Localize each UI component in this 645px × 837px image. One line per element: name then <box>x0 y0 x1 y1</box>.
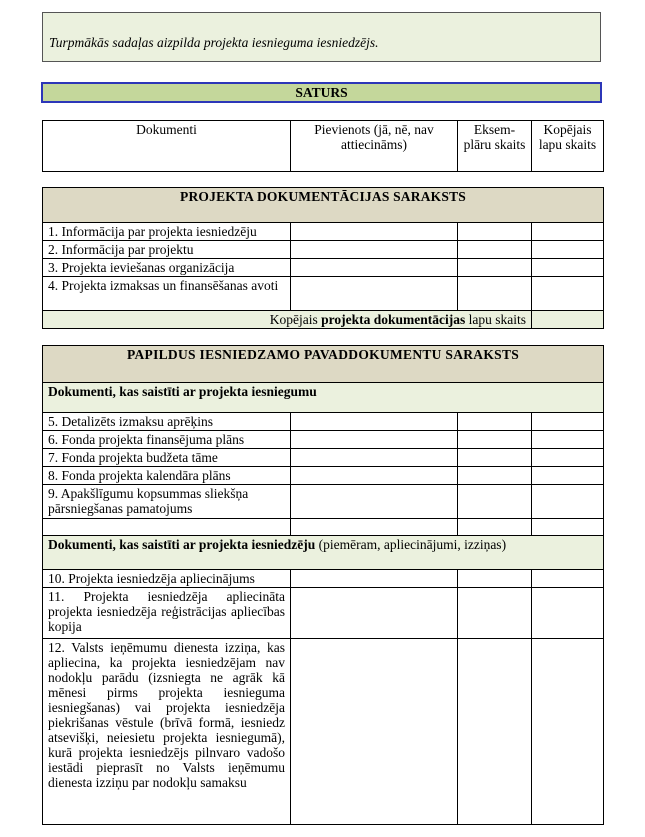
project-documentation-table <box>42 187 604 329</box>
attached-cell[interactable] <box>291 277 458 311</box>
copies-cell[interactable] <box>458 223 532 241</box>
pages-cell[interactable] <box>532 241 604 259</box>
attached-cell[interactable] <box>291 259 458 277</box>
pages-cell[interactable] <box>532 431 604 449</box>
intro-note-text: Turpmākās sadaļas aizpilda projekta iesnieguma iesniedzējs. <box>49 35 379 50</box>
copies-cell[interactable] <box>458 485 532 519</box>
total-prefix: Kopējais <box>269 312 322 327</box>
total-bold: projekta dokumentācijas <box>321 312 466 327</box>
doc-item-3: 3. Projekta ieviešanas organizācija <box>43 259 291 277</box>
documentation-total-label <box>43 311 532 329</box>
doc-item-10: 10. Projekta iesniedzēja apliecinājums <box>43 570 291 588</box>
copies-cell[interactable] <box>458 431 532 449</box>
doc-item-9: 9. Apakšlīgumu kopsummas sliekšņa pārsniegšanas pamatojums <box>43 485 291 519</box>
copies-cell[interactable] <box>458 241 532 259</box>
pages-cell[interactable] <box>532 639 604 825</box>
attached-cell[interactable] <box>291 467 458 485</box>
attached-cell[interactable] <box>291 241 458 259</box>
group2-title-bold: Dokumenti, kas saistīti ar projekta iesniedzēju <box>48 537 316 552</box>
pages-cell[interactable] <box>532 223 604 241</box>
header-copies: Eksem-plāru skaits <box>458 121 532 172</box>
doc-item-8: 8. Fonda projekta kalendāra plāns <box>43 467 291 485</box>
pages-cell[interactable] <box>532 259 604 277</box>
attached-cell[interactable] <box>291 570 458 588</box>
pages-cell[interactable] <box>532 570 604 588</box>
group2-title <box>43 536 604 570</box>
pages-cell[interactable] <box>532 277 604 311</box>
doc-item-1: 1. Informācija par projekta iesniedzēju <box>43 223 291 241</box>
total-pages-cell[interactable] <box>532 311 604 329</box>
intro-note-box <box>42 12 601 62</box>
doc-item-11: 11. Projekta iesniedzēja apliecināta projekta iesniedzēja reģistrācijas apliecības kopija <box>43 588 291 639</box>
pages-cell[interactable] <box>532 449 604 467</box>
doc-item-6: 6. Fonda projekta finansējuma plāns <box>43 431 291 449</box>
supporting-documents-table <box>42 345 604 825</box>
header-total-pages: Kopējais lapu skaits <box>532 121 604 172</box>
header-attached: Pievienots (jā, nē, nav attiecināms) <box>291 121 458 172</box>
group1-title: Dokumenti, kas saistīti ar projekta iesniegumu <box>43 383 604 413</box>
attached-cell[interactable] <box>291 449 458 467</box>
section1-title: PROJEKTA DOKUMENTĀCIJAS SARAKSTS <box>43 188 604 223</box>
pages-cell[interactable] <box>532 519 604 536</box>
pages-cell[interactable] <box>532 413 604 431</box>
contents-heading: SATURS <box>41 82 602 103</box>
doc-item-7: 7. Fonda projekta budžeta tāme <box>43 449 291 467</box>
attached-cell[interactable] <box>291 431 458 449</box>
doc-item-12: 12. Valsts ieņēmumu dienesta izziņa, kas apliecina, ka projekta iesniedzējam nav nodokļu parādu (izsniegta ne agrāk kā mēnesi pirms projekta iesnieguma iesniegšanas) vai projekta iesniedzēja piekrišanas vēstule (brīvā formā, iesniedz atsevišķi, neiesietu projekta iesniegumā), kurā projekta iesniedzējs pilnvaro vadošo iestādi pieprasīt no Valsts ieņēmumu dienesta izziņu par nodokļu samaksu <box>43 639 291 825</box>
section2-title: PAPILDUS IESNIEDZAMO PAVADDOKUMENTU SARAKSTS <box>43 346 604 383</box>
copies-cell[interactable] <box>458 413 532 431</box>
copies-cell[interactable] <box>458 259 532 277</box>
attached-cell[interactable] <box>291 519 458 536</box>
copies-cell[interactable] <box>458 519 532 536</box>
pages-cell[interactable] <box>532 467 604 485</box>
copies-cell[interactable] <box>458 588 532 639</box>
copies-cell[interactable] <box>458 277 532 311</box>
attached-cell[interactable] <box>291 485 458 519</box>
doc-item-5: 5. Detalizēts izmaksu aprēķins <box>43 413 291 431</box>
copies-cell[interactable] <box>458 639 532 825</box>
attached-cell[interactable] <box>291 223 458 241</box>
copies-cell[interactable] <box>458 570 532 588</box>
columns-header-table <box>42 120 604 172</box>
pages-cell[interactable] <box>532 588 604 639</box>
attached-cell[interactable] <box>291 413 458 431</box>
copies-cell[interactable] <box>458 467 532 485</box>
attached-cell[interactable] <box>291 639 458 825</box>
group2-title-rest: (piemēram, apliecinājumi, izziņas) <box>315 537 507 552</box>
pages-cell[interactable] <box>532 485 604 519</box>
copies-cell[interactable] <box>458 449 532 467</box>
doc-item-2: 2. Informācija par projektu <box>43 241 291 259</box>
attached-cell[interactable] <box>291 588 458 639</box>
doc-item-4: 4. Projekta izmaksas un finansēšanas avoti <box>43 277 291 311</box>
header-documents: Dokumenti <box>43 121 291 172</box>
empty-doc-cell <box>43 519 291 536</box>
total-suffix: lapu skaits <box>465 312 526 327</box>
